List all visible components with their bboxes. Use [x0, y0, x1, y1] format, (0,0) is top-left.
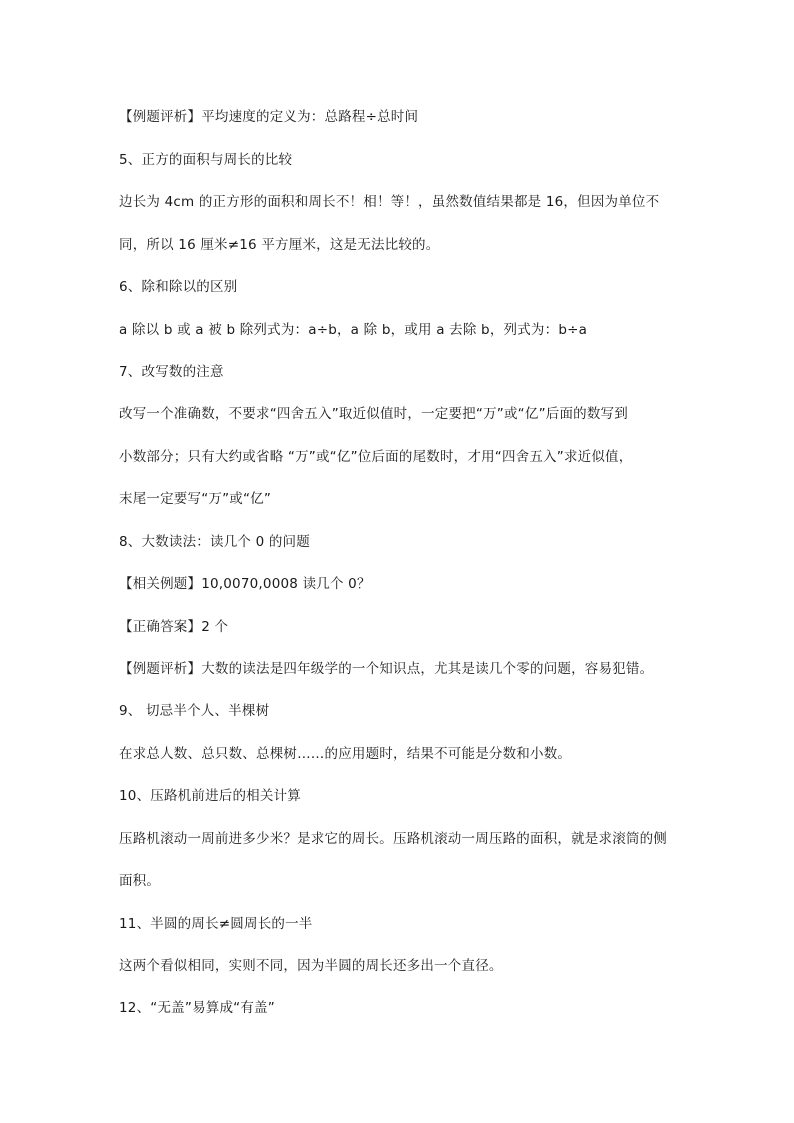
related-example: 【相关例题】10,0070,0008 读几个 0？	[119, 576, 371, 592]
paragraph-line: 这两个看似相同，实则不同，因为半圆的周长还多出一个直径。	[119, 958, 503, 974]
paragraph-line: 改写一个准确数，不要求“四舍五入”取近似值时，一定要把“万”或“亿”后面的数写到	[119, 406, 628, 422]
paragraph-line: 边长为 4cm 的正方形的面积和周长不！相！等！，虽然数值结果都是 16，但因为单位不	[119, 194, 660, 210]
paragraph-line: 末尾一定要写“万”或“亿”	[119, 491, 272, 507]
paragraph-line: 面积。	[119, 873, 161, 889]
paragraph-line: 同，所以 16 厘米≠16 平方厘米，这是无法比较的。	[119, 237, 440, 253]
heading-large-number-reading: 8、大数读法：读几个 0 的问题	[119, 534, 310, 550]
example-analysis-average-speed: 【例题评析】平均速度的定义为：总路程÷总时间	[119, 109, 419, 125]
paragraph-line: 在求总人数、总只数、总棵树……的应用题时，结果不可能是分数和小数。	[119, 746, 572, 762]
heading-semicircle-perimeter: 11、半圆的周长≠圆周长的一半	[119, 916, 313, 932]
paragraph-line: 压路机滚动一周前进多少米？是求它的周长。压路机滚动一周压路的面积，就是求滚筒的侧	[119, 831, 667, 847]
heading-no-half-person: 9、 切忌半个人、半棵树	[119, 703, 270, 719]
heading-road-roller: 10、压路机前进后的相关计算	[119, 788, 301, 804]
heading-square-area-perimeter: 5、正方的面积与周长的比较	[119, 152, 293, 168]
paragraph-line: 小数部分；只有大约或省略 “万”或“亿”位后面的尾数时，才用“四舍五入”求近似值，	[119, 449, 633, 465]
example-analysis-large-number: 【例题评析】大数的读法是四年级学的一个知识点，尤其是读几个零的问题，容易犯错。	[119, 661, 654, 677]
paragraph-line: a 除以 b 或 a 被 b 除列式为：a÷b，a 除 b，或用 a 去除 b，列式为：b÷a	[119, 322, 588, 338]
correct-answer: 【正确答案】2 个	[119, 619, 229, 635]
heading-no-lid: 12、“无盖”易算成“有盖”	[119, 1000, 275, 1016]
heading-division-difference: 6、除和除以的区别	[119, 279, 238, 295]
heading-rewrite-number: 7、改写数的注意	[119, 364, 224, 380]
